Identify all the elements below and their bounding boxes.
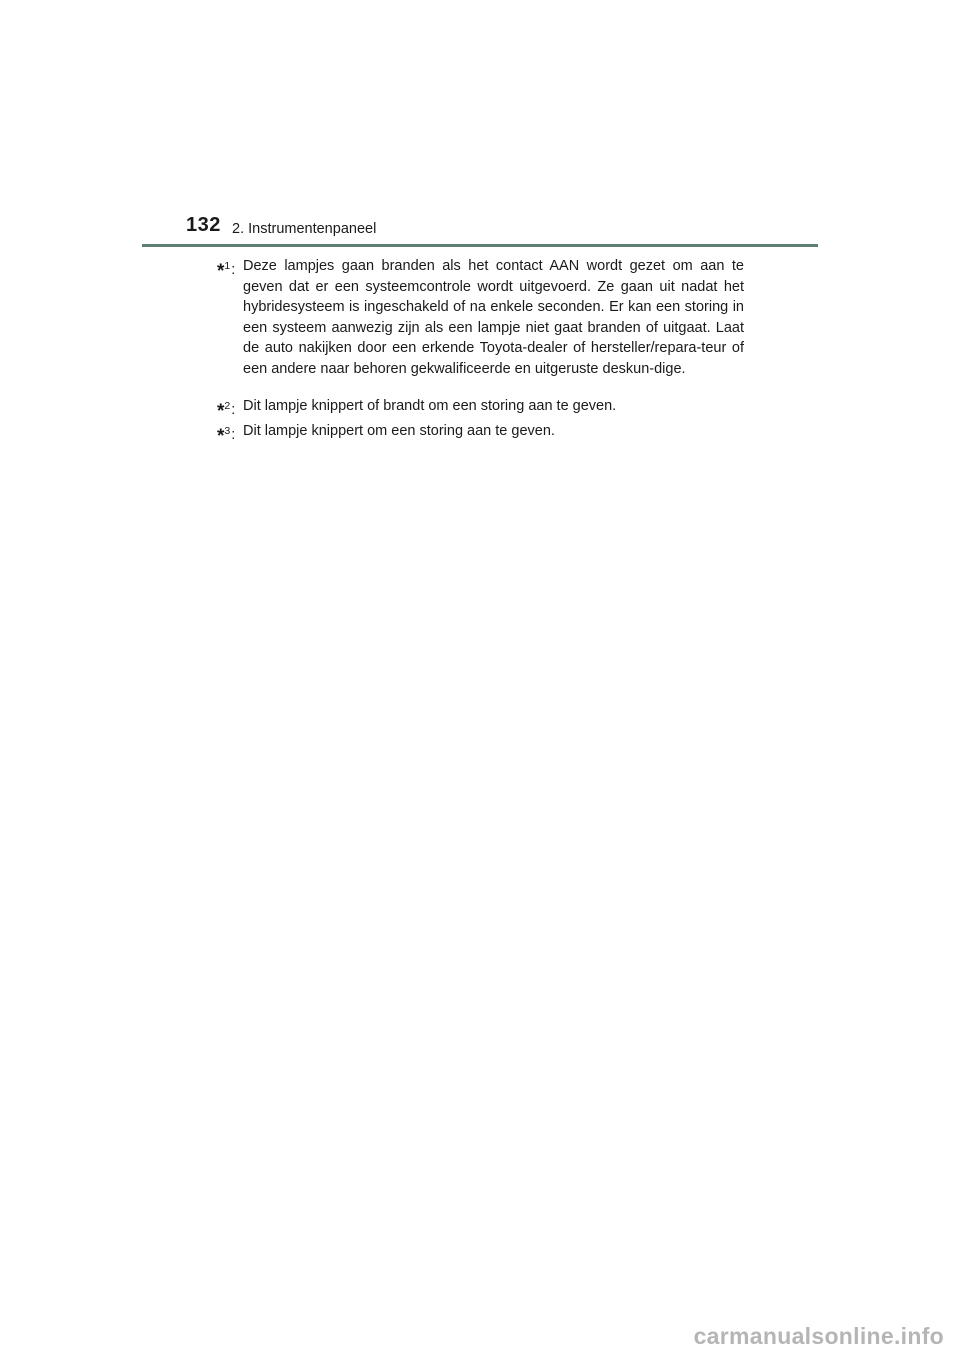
footnote-number: 2 — [224, 400, 231, 412]
footnote-2 — [217, 396, 744, 422]
footnote-colon: : — [231, 427, 236, 443]
footnote-text: Deze lampjes gaan branden als het contact AAN wordt gezet om aan te geven dat er een systeemcontrole wordt uitgevoerd. Ze gaan uit nadat het hybridesysteem is ingeschakeld of na enkele seconden. Er kan een storing in een systeem aanwezig zijn als een lampje niet gaat branden of uitgaat. Laat de auto nakijken door een erkende Toyota-dealer of hersteller/repara-teur of een andere naar behoren gekwalificeerde en uitgeruste deskun-dige. — [243, 258, 744, 377]
footnote-3 — [217, 421, 744, 447]
header-divider — [142, 244, 818, 247]
footnote-colon: : — [231, 402, 236, 418]
asterisk-symbol: * — [217, 426, 225, 447]
footnote-text: Dit lampje knippert of brandt om een storing aan te geven. — [243, 398, 617, 414]
footnote-marker — [217, 421, 235, 448]
asterisk-symbol: * — [217, 261, 225, 282]
footnote-marker — [217, 256, 235, 283]
footnote-number: 3 — [224, 425, 231, 437]
footnote-colon: : — [231, 262, 236, 278]
footnote-text: Dit lampje knippert om een storing aan te geven. — [243, 423, 555, 439]
page-number: 132 — [186, 214, 221, 236]
footnote-number: 1 — [224, 260, 231, 272]
asterisk-symbol: * — [217, 401, 225, 422]
section-title: 2. Instrumentenpaneel — [232, 221, 377, 237]
watermark-text: carmanualsonline.info — [693, 1323, 944, 1349]
footnote-marker — [217, 396, 235, 423]
footnote-1 — [217, 256, 744, 380]
